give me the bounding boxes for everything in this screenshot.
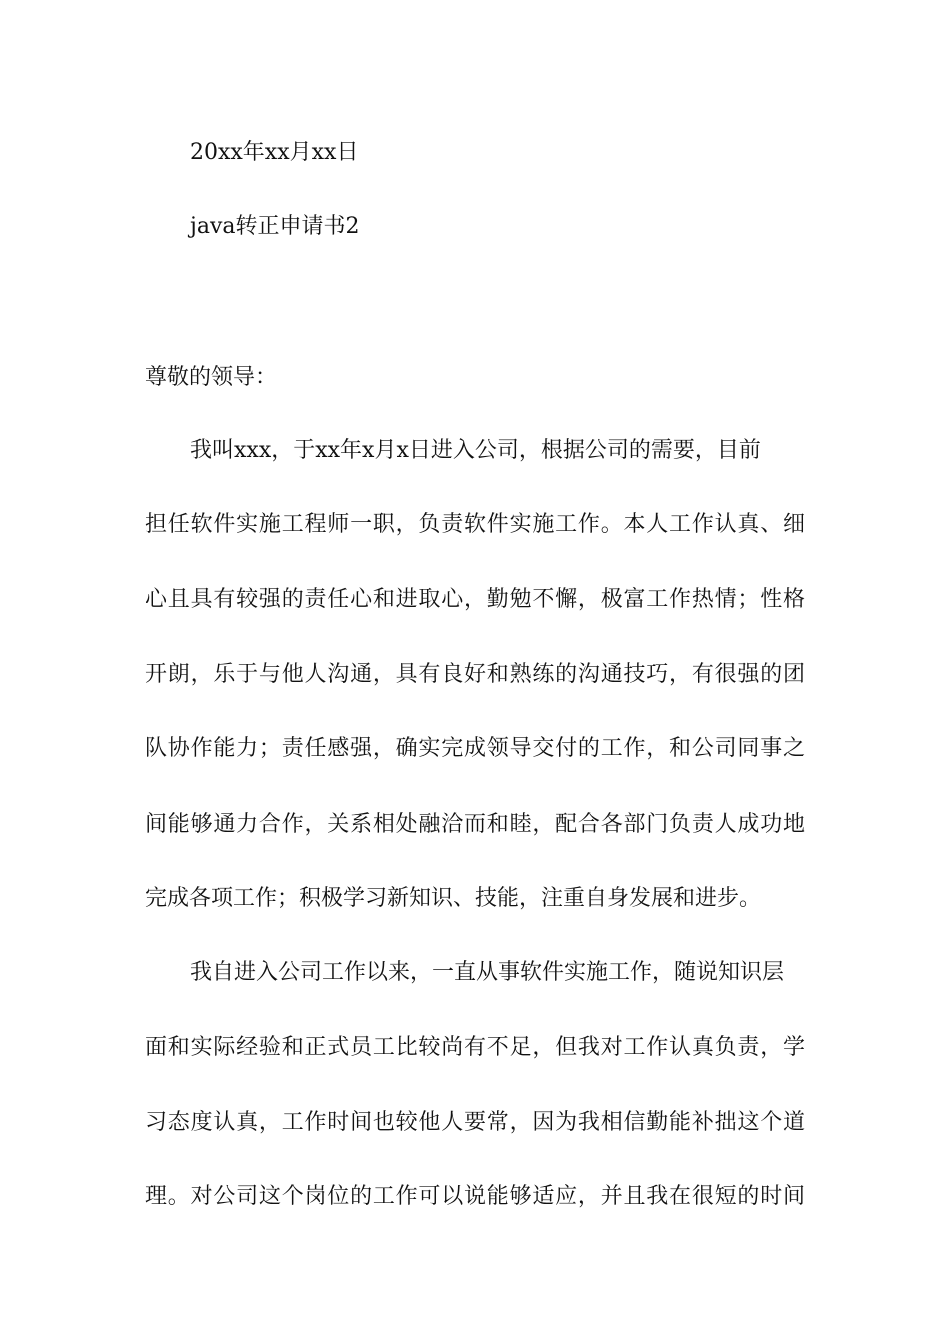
paragraph-1-line-2: 担任软件实施工程师一职，负责软件实施工作。本人工作认真、细 (145, 512, 805, 537)
paragraph-1-line-6: 间能够通力合作，关系相处融洽而和睦，配合各部门负责人成功地 (145, 812, 805, 837)
paragraph-2-line-2: 面和实际经验和正式员工比较尚有不足，但我对工作认真负责，学 (145, 1035, 805, 1060)
document-title: java转正申请书2 (190, 214, 360, 239)
paragraph-2-line-4: 理。对公司这个岗位的工作可以说能够适应，并且我在很短的时间 (145, 1184, 805, 1209)
paragraph-2-line-3: 习态度认真，工作时间也较他人要常，因为我相信勤能补拙这个道 (145, 1110, 805, 1135)
paragraph-1-line-4: 开朗，乐于与他人沟通，具有良好和熟练的沟通技巧，有很强的团 (145, 662, 805, 687)
date-line: 20xx年xx月xx日 (190, 140, 359, 165)
paragraph-1-line-7: 完成各项工作；积极学习新知识、技能，注重自身发展和进步。 (145, 886, 762, 911)
paragraph-1-line-1: 我叫xxx，于xx年x月x日进入公司，根据公司的需要，目前 (190, 438, 761, 463)
paragraph-1-line-3: 心且具有较强的责任心和进取心，勤勉不懈，极富工作热情；性格 (145, 587, 805, 612)
paragraph-1-line-5: 队协作能力；责任感强，确实完成领导交付的工作，和公司同事之 (145, 736, 805, 761)
paragraph-2-line-1: 我自进入公司工作以来，一直从事软件实施工作，随说知识层 (190, 960, 785, 985)
salutation: 尊敬的领导： (145, 365, 278, 390)
